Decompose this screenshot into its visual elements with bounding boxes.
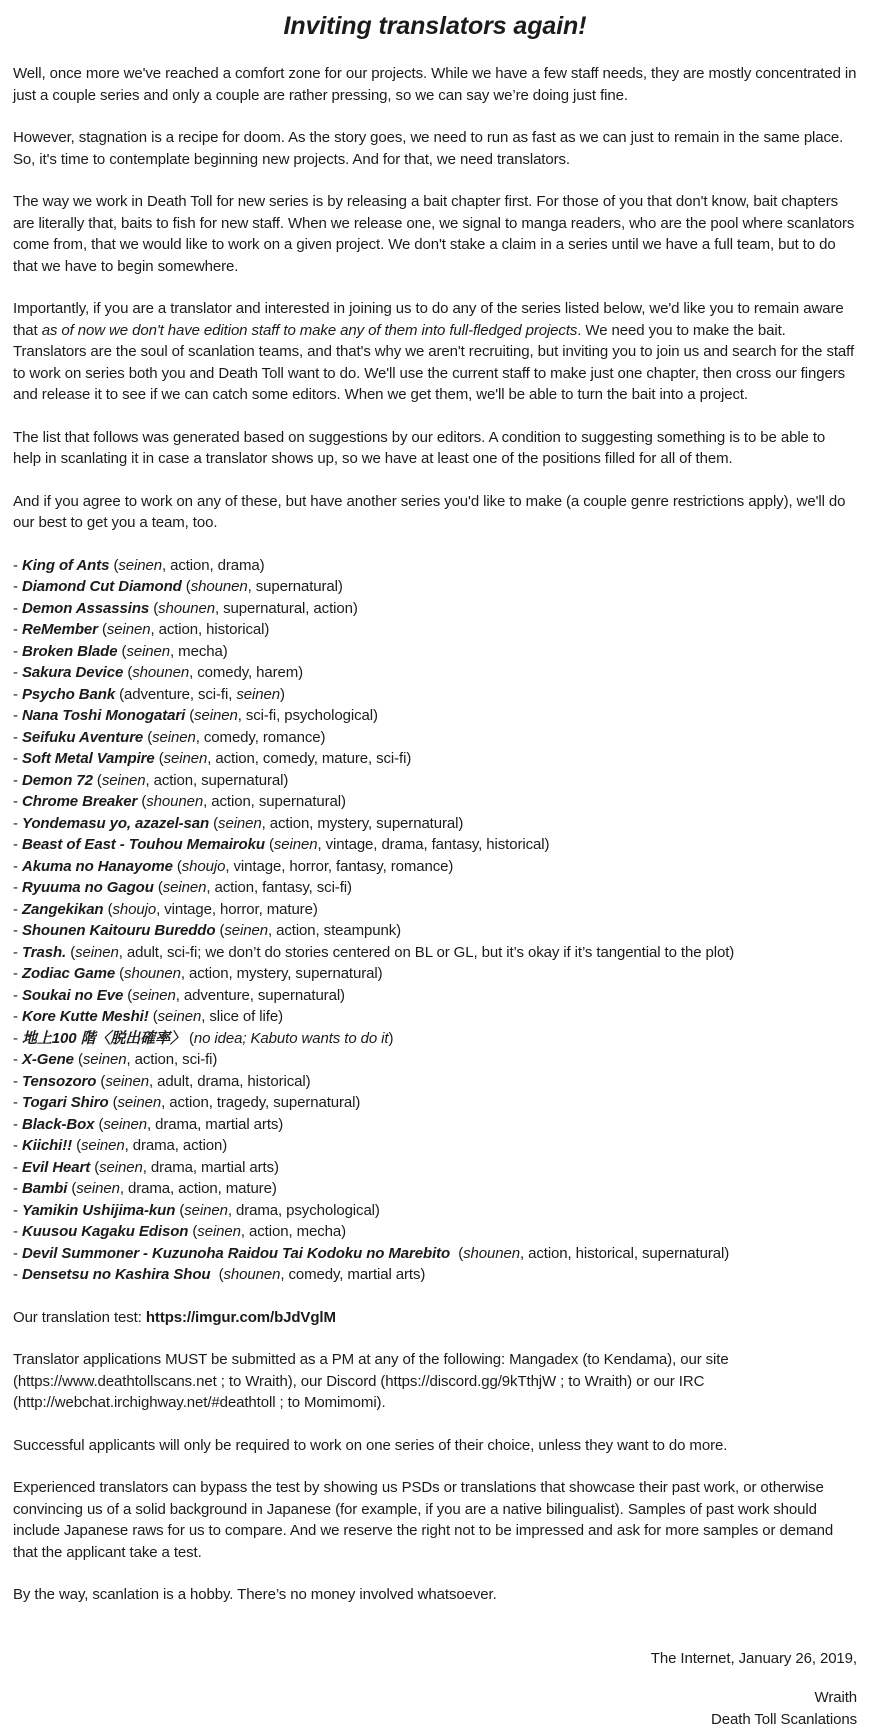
styled-text-run: seinen — [194, 707, 238, 724]
text-run: ( — [450, 1244, 464, 1262]
series-list-item — [13, 641, 857, 663]
text-run: , vintage, horror, fantasy, romance) — [225, 857, 454, 875]
text-run: , action, mystery, supernatural) — [180, 965, 383, 982]
styled-text-run: Demon Assassins — [21, 599, 150, 617]
text-run: , adult, sci-fi; we don’t do stories centered on BL or GL, but it’s okay if it’s tangential to the plot) — [118, 943, 735, 961]
paragraph — [13, 127, 857, 170]
text-run: ( — [97, 621, 107, 638]
styled-text-run: shounen — [124, 965, 181, 982]
text-run: ) — [388, 1029, 394, 1047]
styled-text-run: shounen — [146, 793, 204, 810]
styled-text-run: Black-Box — [21, 1115, 95, 1133]
text-run: - — [13, 771, 22, 789]
styled-text-run: seinen — [106, 621, 151, 638]
series-list-item — [13, 662, 857, 684]
text-run: , drama, action) — [124, 1137, 228, 1154]
text-run: - — [13, 814, 22, 832]
series-list-item — [13, 856, 857, 878]
text-run: ( — [108, 1094, 118, 1111]
text-run: , slice of life) — [201, 1008, 283, 1025]
styled-text-run: Bambi — [21, 1180, 68, 1197]
series-list-item — [13, 985, 857, 1007]
outro-paragraphs — [13, 1307, 857, 1606]
text-run: , mecha) — [170, 642, 228, 660]
styled-text-run: Ryuuma no Gagou — [21, 879, 154, 896]
text-run: , supernatural, action) — [214, 599, 358, 617]
text-run: , action, tragedy, supernatural) — [161, 1094, 361, 1111]
series-list-item — [13, 1243, 857, 1265]
styled-text-run: seinen — [197, 1223, 241, 1240]
styled-text-run: seinen — [82, 1051, 127, 1068]
styled-text-run: shoujo — [112, 900, 157, 918]
styled-text-run: Nana Toshi Monogatari — [21, 707, 186, 724]
styled-text-run: seinen — [117, 1094, 162, 1111]
styled-text-run: seinen — [76, 1180, 120, 1197]
text-run: - — [13, 1158, 22, 1176]
text-run: - — [13, 578, 22, 595]
styled-text-run: seinen — [80, 1137, 125, 1154]
text-run: ( — [264, 836, 274, 853]
series-list-item — [13, 1264, 857, 1286]
styled-text-run: Kiichi!! — [21, 1137, 72, 1154]
styled-text-run: 地上100 階〈脱出確率〉 — [21, 1029, 185, 1047]
text-run: Translator applications MUST be submitted as a PM at any of the following: Mangadex (to Kendama), our site (https://www.deathtollscans.net ; to Wraith), our Discord (https://discord.gg/9kTthjW ; to Wraith) or our IRC (http://webchat.irchighway.net/#deathtoll ; to Momimomi). — [13, 1351, 733, 1411]
text-run: - — [13, 1180, 22, 1197]
styled-text-run: shoujo — [181, 857, 226, 875]
text-run: , drama, martial arts) — [147, 1115, 284, 1133]
series-list-item — [13, 1114, 857, 1136]
text-run: ( — [209, 814, 219, 832]
intro-paragraphs — [13, 63, 861, 534]
series-list-item — [13, 1028, 857, 1050]
text-run: Well, once more we've reached a comfort zone for our projects. While we have a few staff needs, they are mostly concentrated in just a couple series and only a couple are rather pressing, so we can say we’re doing just fine. — [13, 65, 861, 104]
paragraph — [13, 491, 857, 534]
styled-text-run: seinen — [163, 750, 208, 767]
series-list-item — [13, 619, 857, 641]
text-run: - — [13, 728, 22, 746]
text-run: - — [13, 965, 22, 982]
paragraph — [13, 1584, 857, 1606]
styled-text-run: Devil Summoner - Kuzunoha Raidou Tai Kodoku no Marebito — [21, 1244, 451, 1262]
series-list-item — [13, 899, 857, 921]
signature-org: Death Toll Scanlations — [711, 1710, 857, 1728]
styled-text-run: seinen — [105, 1072, 149, 1090]
signature-block — [13, 1648, 857, 1729]
styled-text-run: Psycho Bank — [21, 685, 116, 703]
paragraph — [13, 63, 861, 106]
text-run: , action, supernatural) — [145, 771, 289, 789]
text-run: - — [13, 922, 22, 939]
text-run: (adventure, sci-fi, — [115, 685, 237, 703]
text-run: ( — [172, 857, 182, 875]
text-run: ( — [215, 922, 225, 939]
styled-text-run: seinen — [101, 771, 146, 789]
text-run: ( — [149, 599, 159, 617]
styled-text-run: https://imgur.com/bJdVglM — [145, 1308, 336, 1326]
text-run: . We need you to make the bait. Translators are the soul of scanlation teams, and that's why we aren't recruiting, but inviting you to join us and search for the staff to work on series both you and Death Toll want to do. We'll use the current staff to make just one chapter, then cross our fingers and release it to see if we can catch some editors. When we get them, we'll be able to turn the bait into a project. — [13, 321, 859, 403]
series-list-item — [13, 920, 857, 942]
styled-text-run: Zodiac Game — [21, 965, 116, 982]
text-run: - — [13, 556, 22, 574]
styled-text-run: Zangekikan — [21, 900, 104, 918]
paragraph — [13, 427, 857, 470]
styled-text-run: seinen — [273, 836, 318, 853]
series-list-item — [13, 1221, 857, 1243]
text-run: , comedy, martial arts) — [280, 1266, 426, 1283]
styled-text-run: Tensozoro — [21, 1072, 97, 1090]
text-run: - — [13, 599, 22, 617]
text-run: , supernatural) — [247, 578, 343, 595]
text-run: ( — [184, 1029, 194, 1047]
series-list-item — [13, 963, 857, 985]
series-list-item — [13, 1006, 857, 1028]
text-run: ( — [137, 793, 147, 810]
text-run: - — [13, 943, 22, 961]
styled-text-run: seinen — [184, 1201, 228, 1219]
text-run: The list that follows was generated based on suggestions by our editors. A condition to suggesting something is to be able to help in scanlating it in case a translator shows up, so we have at least one of the positions filled for all of them. — [13, 428, 830, 467]
paragraph — [13, 191, 857, 277]
text-run: - — [13, 664, 22, 681]
styled-text-run: Densetsu no Kashira Shou — [21, 1266, 211, 1283]
text-run: ( — [123, 986, 133, 1004]
text-run: ( — [175, 1201, 185, 1219]
paragraph — [13, 1349, 857, 1414]
series-list-item — [13, 1178, 857, 1200]
text-run: ( — [109, 556, 119, 574]
text-run: ( — [67, 1180, 77, 1197]
text-run: - — [13, 642, 22, 660]
text-run: - — [13, 1244, 22, 1262]
styled-text-run: King of Ants — [21, 556, 110, 574]
text-run: The way we work in Death Toll for new series is by releasing a bait chapter first. For those of you that don't know, bait chapters are literally that, baits to fish for new staff. When we release one, we signal to manga readers, who are the pool where scanlators come from, that we would like to work on a given project. We don't stake a claim in a series until we have a full team, but to do that we have to begin somewhere. — [13, 193, 859, 275]
text-run: ( — [185, 707, 195, 724]
text-run: ( — [188, 1223, 198, 1240]
text-run: ( — [73, 1051, 83, 1068]
text-run: - — [13, 1008, 22, 1025]
text-run: - — [13, 1223, 22, 1240]
paragraph — [13, 1307, 857, 1329]
series-list-item — [13, 684, 857, 706]
paragraph — [13, 1435, 857, 1457]
styled-text-run: X-Gene — [21, 1051, 74, 1068]
styled-text-run: shounen — [463, 1244, 520, 1262]
text-run: - — [13, 1137, 22, 1154]
styled-text-run: seinen — [224, 922, 268, 939]
styled-text-run: Kuusou Kagaku Edison — [21, 1223, 189, 1240]
styled-text-run: Soft Metal Vampire — [21, 750, 155, 767]
text-run: - — [13, 1072, 22, 1090]
series-list-item — [13, 813, 857, 835]
text-run: , action, mystery, supernatural) — [261, 814, 464, 832]
text-run: , action, comedy, mature, sci-fi) — [207, 750, 412, 767]
styled-text-run: seinen — [132, 986, 176, 1004]
styled-text-run: seinen — [152, 728, 196, 746]
styled-text-run: as of now we don't have edition staff to make any of them into full-fledged projects — [41, 321, 578, 339]
text-run: , action, historical, supernatural) — [519, 1244, 730, 1262]
series-list-item — [13, 598, 857, 620]
styled-text-run: shounen — [190, 578, 248, 595]
series-list-item — [13, 1071, 857, 1093]
text-run: - — [13, 986, 22, 1004]
text-run: ( — [103, 900, 113, 918]
styled-text-run: ReMember — [21, 621, 98, 638]
text-run: - — [13, 1029, 22, 1047]
text-run: ( — [96, 1072, 106, 1090]
text-run: Experienced translators can bypass the test by showing us PSDs or translations that showcase their past work, or otherwise convincing us of a solid background in Japanese (for example, if you are a native bilingualist). Samples of past work should include Japanese raws for us to compare. And we reserve the right not to be impressed and ask for more samples or demand that the applicant take a test. — [13, 1479, 838, 1561]
text-run: - — [13, 1094, 22, 1111]
text-run: Importantly, if you are a translator and interested in joining us to do any of the series listed below, we'd like you to remain aware that — [13, 300, 848, 339]
text-run: , drama, action, mature) — [119, 1180, 277, 1197]
styled-text-run: Yondemasu yo, azazel-san — [21, 814, 210, 832]
paragraph — [13, 1477, 857, 1563]
text-run: , action, steampunk) — [267, 922, 402, 939]
series-list-item — [13, 1049, 857, 1071]
text-run: - — [13, 879, 22, 896]
styled-text-run: Demon 72 — [21, 771, 93, 789]
styled-text-run: Trash. — [21, 943, 67, 961]
signature-name: Wraith — [814, 1689, 857, 1706]
text-run: Our translation test: — [13, 1308, 146, 1326]
styled-text-run: seinen — [118, 556, 162, 574]
text-run: ( — [92, 771, 102, 789]
text-run: ( — [94, 1115, 104, 1133]
text-run: ( — [72, 1137, 81, 1154]
styled-text-run: shounen — [132, 664, 190, 681]
series-list-item — [13, 1135, 857, 1157]
text-run: , comedy, romance) — [195, 728, 326, 746]
series-list-item — [13, 791, 857, 813]
text-run: ( — [181, 578, 191, 595]
text-run: , drama, psychological) — [227, 1201, 380, 1219]
styled-text-run: seinen — [103, 1115, 148, 1133]
series-list-item — [13, 1157, 857, 1179]
styled-text-run: Broken Blade — [21, 642, 118, 660]
text-run: - — [13, 793, 22, 810]
styled-text-run: Evil Heart — [21, 1158, 91, 1176]
text-run: , vintage, horror, mature) — [156, 900, 318, 918]
series-list-item — [13, 705, 857, 727]
styled-text-run: Kore Kutte Meshi! — [21, 1008, 149, 1025]
text-run: - — [13, 707, 22, 724]
series-list-item — [13, 727, 857, 749]
styled-text-run: Shounen Kaitouru Bureddo — [21, 922, 216, 939]
series-list-item — [13, 748, 857, 770]
styled-text-run: seinen — [99, 1158, 143, 1176]
text-run: ( — [66, 943, 76, 961]
text-run: - — [13, 857, 22, 875]
styled-text-run: seinen — [126, 642, 171, 660]
text-run: - — [13, 900, 22, 918]
styled-text-run: seinen — [236, 685, 280, 703]
text-run: And if you agree to work on any of these, but have another series you'd like to make (a couple genre restrictions apply), we'll do our best to get you a team, too. — [13, 492, 850, 531]
series-list-item — [13, 555, 857, 577]
text-run: ( — [148, 1008, 158, 1025]
text-run: ( — [143, 728, 153, 746]
styled-text-run: seinen — [218, 814, 262, 832]
styled-text-run: Yamikin Ushijima-kun — [21, 1201, 176, 1219]
text-run: By the way, scanlation is a hobby. There’s no money involved whatsoever. — [13, 1586, 497, 1603]
text-run: ) — [279, 685, 285, 703]
text-run: , action, fantasy, sci-fi) — [206, 879, 352, 896]
text-run: , action, mecha) — [240, 1223, 347, 1240]
text-run: , action, drama) — [161, 556, 265, 574]
series-list — [13, 555, 857, 1286]
series-list-item — [13, 1200, 857, 1222]
text-run: - — [13, 750, 22, 767]
text-run: ( — [90, 1158, 100, 1176]
series-list-item — [13, 770, 857, 792]
styled-text-run: seinen — [75, 943, 119, 961]
text-run: , action, historical) — [150, 621, 270, 638]
styled-text-run: Diamond Cut Diamond — [21, 578, 182, 595]
page-title: Inviting translators again! — [283, 12, 587, 40]
text-run: , action, sci-fi) — [126, 1051, 218, 1068]
text-run: , adult, drama, historical) — [148, 1072, 311, 1090]
text-run: ( — [153, 879, 163, 896]
text-run: - — [13, 1266, 22, 1283]
styled-text-run: shounen — [158, 599, 215, 617]
styled-text-run: Togari Shiro — [21, 1094, 109, 1111]
series-list-item — [13, 942, 857, 964]
text-run: However, stagnation is a recipe for doom. As the story goes, we need to run as fast as we can just to remain in the same place. So, it's time to contemplate beginning new projects. And for that, we need translators. — [13, 129, 848, 168]
styled-text-run: no idea; Kabuto wants to do it — [193, 1029, 389, 1047]
styled-text-run: Sakura Device — [21, 664, 124, 681]
text-run: - — [13, 1201, 22, 1219]
styled-text-run: Akuma no Hanayome — [21, 857, 173, 875]
series-list-item — [13, 877, 857, 899]
text-run: , action, supernatural) — [203, 793, 346, 810]
styled-text-run: Seifuku Aventure — [21, 728, 144, 746]
text-run: - — [13, 621, 22, 638]
styled-text-run: Beast of East - Touhou Memairoku — [21, 836, 265, 853]
text-run: , sci-fi, psychological) — [237, 707, 378, 724]
signature-date: The Internet, January 26, 2019, — [650, 1649, 857, 1667]
styled-text-run: Chrome Breaker — [21, 793, 138, 810]
styled-text-run: seinen — [157, 1008, 202, 1025]
text-run: Successful applicants will only be required to work on one series of their choice, unless they want to do more. — [13, 1436, 728, 1454]
series-list-item — [13, 1092, 857, 1114]
series-list-item — [13, 576, 857, 598]
paragraph — [13, 298, 857, 406]
text-run: ( — [123, 664, 133, 681]
styled-text-run: shounen — [223, 1266, 281, 1283]
text-run: ( — [115, 965, 125, 982]
text-run: ( — [117, 642, 127, 660]
styled-text-run: Soukai no Eve — [21, 986, 124, 1004]
text-run: , vintage, drama, fantasy, historical) — [317, 836, 550, 853]
text-run: ( — [154, 750, 164, 767]
series-list-item — [13, 834, 857, 856]
text-run: - — [13, 1115, 22, 1133]
text-run: , drama, martial arts) — [142, 1158, 279, 1176]
text-run: ( — [210, 1266, 224, 1283]
text-run: - — [13, 836, 22, 853]
text-run: - — [13, 1051, 22, 1068]
text-run: - — [13, 685, 22, 703]
styled-text-run: seinen — [162, 879, 207, 896]
text-run: , adventure, supernatural) — [175, 986, 345, 1004]
text-run: , comedy, harem) — [189, 664, 304, 681]
